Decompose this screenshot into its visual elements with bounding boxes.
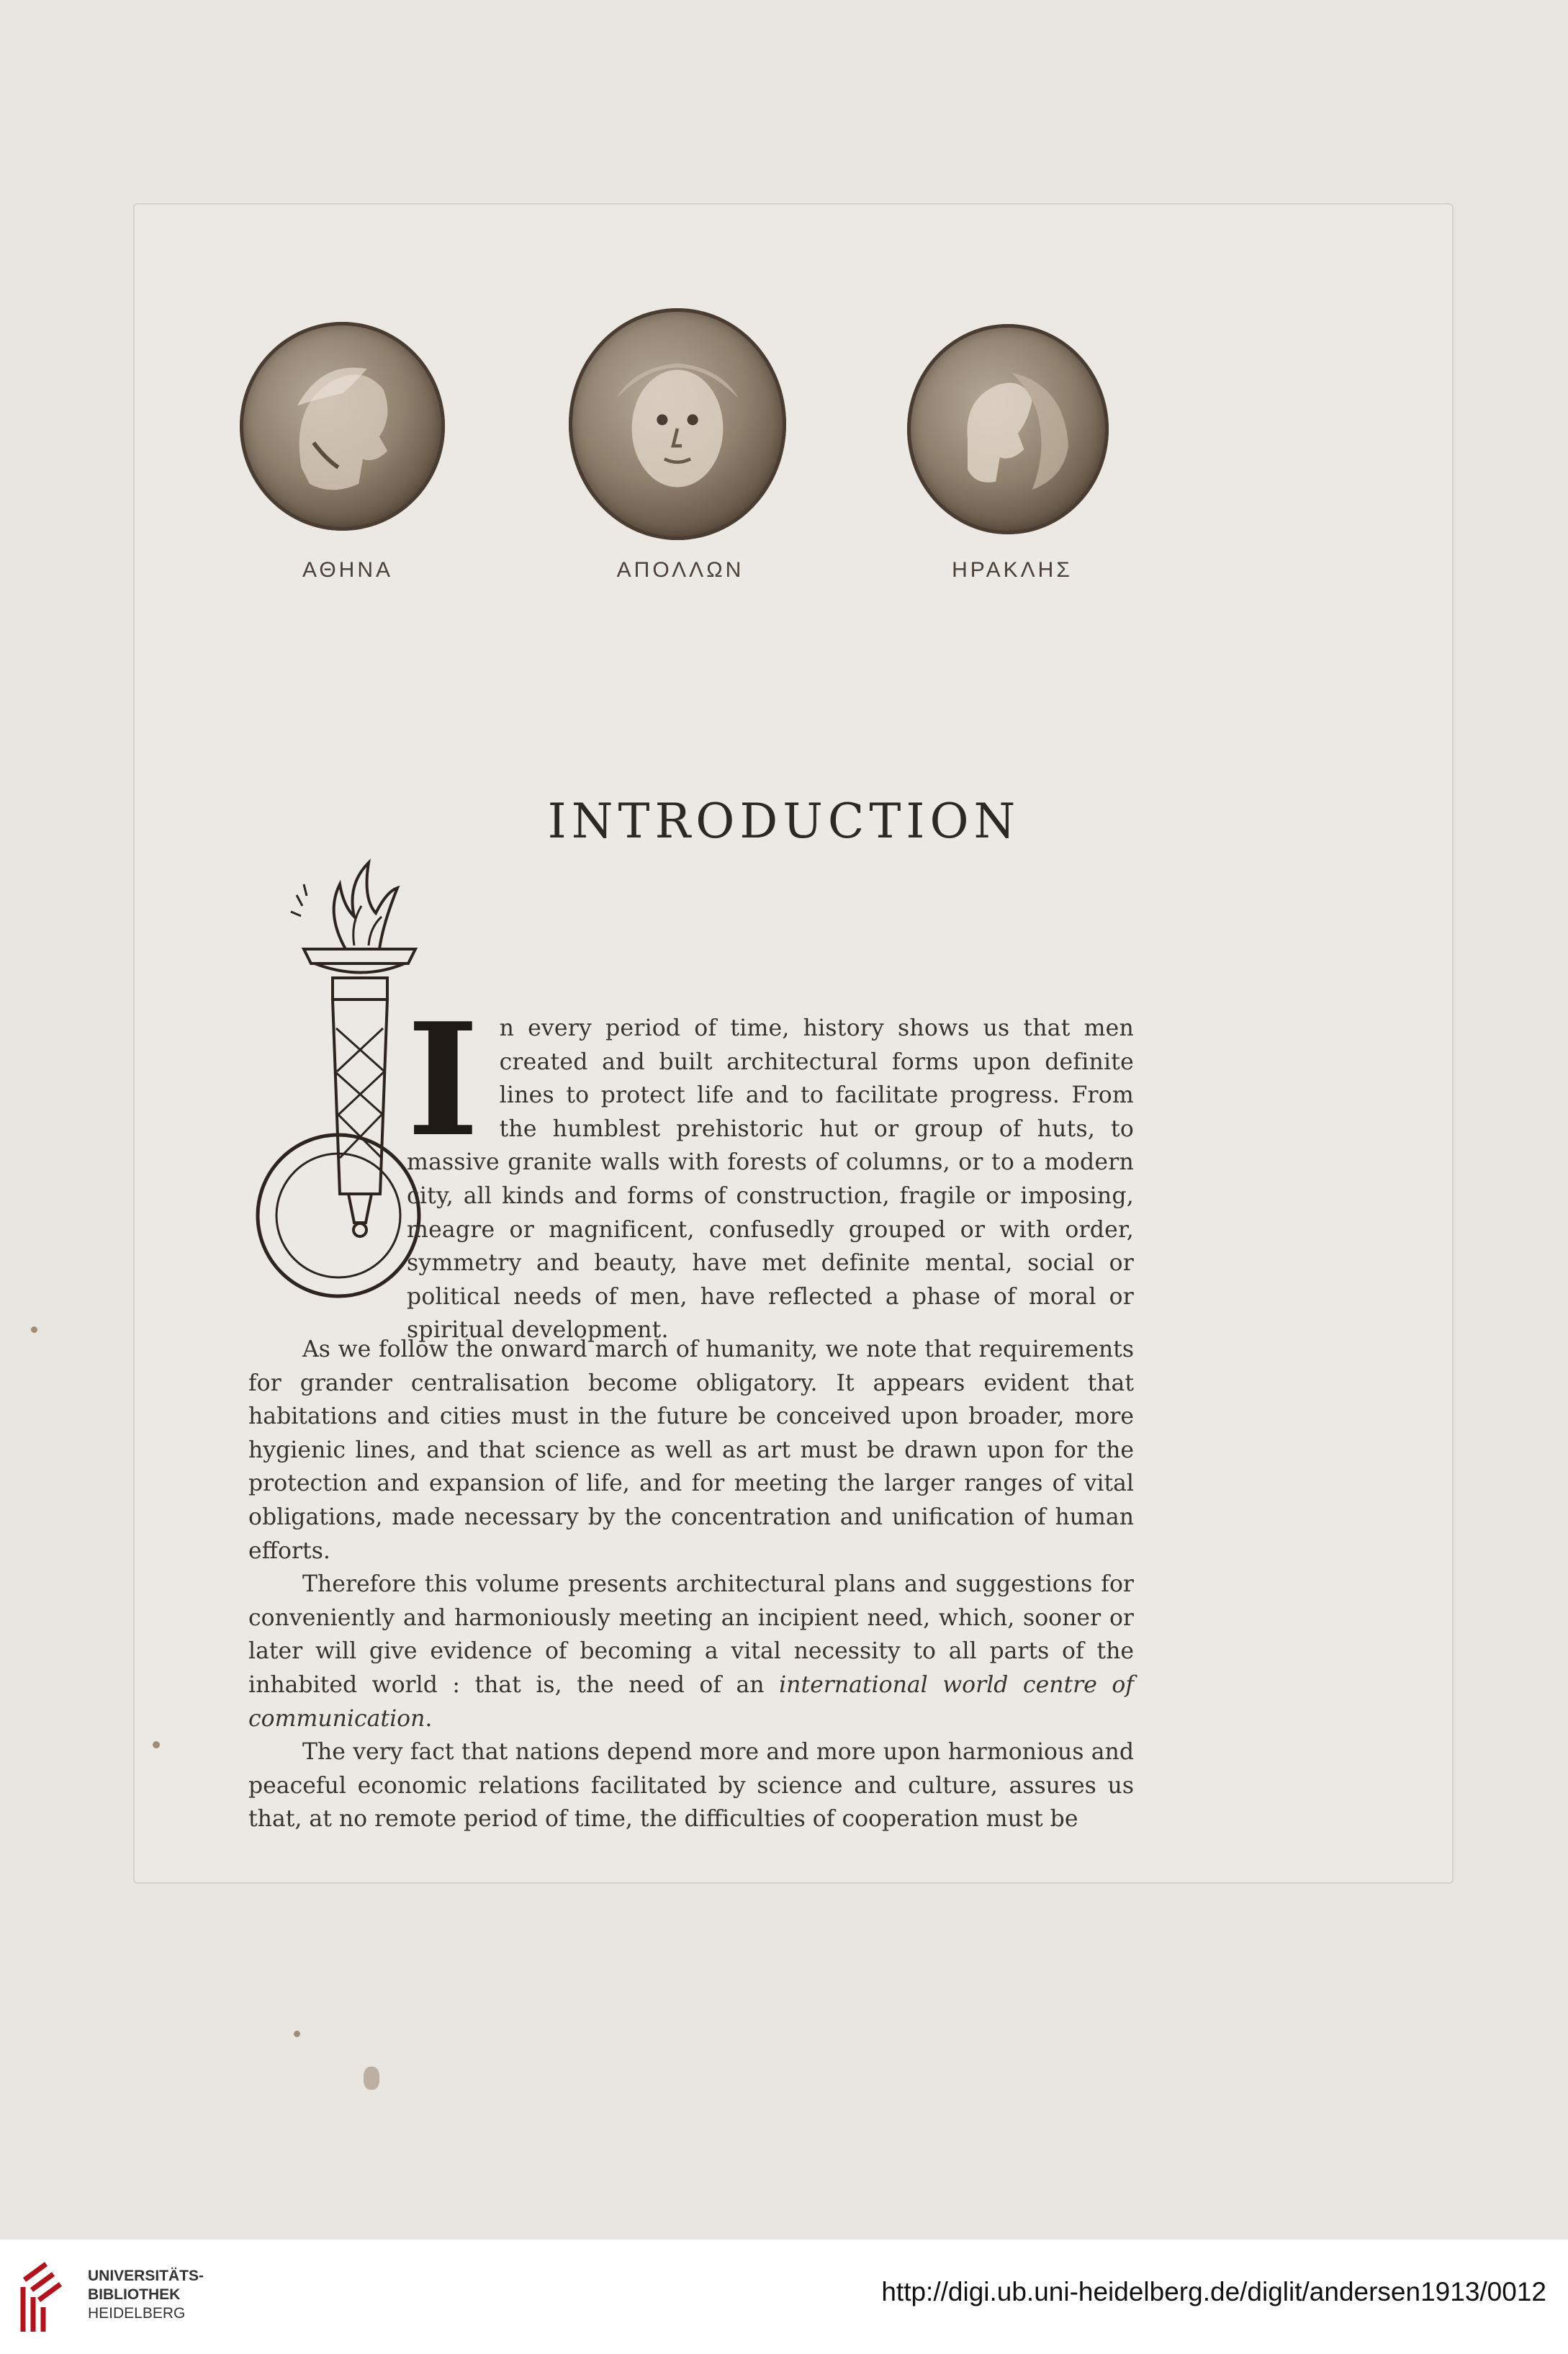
drop-cap: I	[407, 989, 479, 1171]
library-name	[88, 2267, 204, 2323]
coin-legend-apollo: ΑΠΟΛΛΩΝ	[616, 558, 744, 582]
paragraph-2: As we follow the onward march of humanity, we note that requirements for grander centralisation become obligatory. It appears evident that habitations and cities must in the future be conceived upon broader, more hygienic lines, and that science as well as art must be drawn upon for the protection and expansion of life, and for meeting the larger ranges of vital obligations, made necessary by the concentration and unification of human efforts.	[248, 1337, 1134, 1564]
library-footer	[0, 2240, 1568, 2354]
athena-coin-image	[240, 322, 445, 531]
paragraph-3-text: Therefore this volume presents architectural plans and suggestions for conveniently and harmoniously meeting an incipient need, which, sooner or later will give evidence of becoming a vital necessity to all parts of the inhabited world : that is, the need of an	[248, 1571, 1134, 1698]
paper-speck	[153, 1741, 160, 1748]
source-url-link[interactable]: http://digi.ub.uni-heidelberg.de/diglit/andersen1913/0012	[881, 2277, 1546, 2306]
coin-legend-herakles: ΗΡΑΚΛΗΣ	[952, 558, 1073, 582]
apollo-coin-image	[569, 308, 786, 540]
first-paragraph-block	[407, 989, 1134, 1347]
paper-speck	[364, 2067, 379, 2090]
coin-legend-athena: ΑΘΗΝΑ	[302, 558, 394, 582]
library-name-line-3: HEIDELBERG	[88, 2305, 186, 2322]
library-logo-icon	[17, 2258, 72, 2337]
paper-speck	[294, 2031, 300, 2037]
herakles-coin-image	[907, 324, 1109, 534]
paper-speck	[31, 1326, 37, 1333]
library-name-line-2: BIBLIOTHEK	[88, 2286, 181, 2303]
paragraph-3-emphasis: international world centre of communication	[248, 1671, 1134, 1732]
page-title: INTRODUCTION	[547, 794, 1021, 849]
paragraph-3-end: .	[425, 1705, 433, 1732]
paragraph-4: The very fact that nations depend more and more upon harmonious and peaceful economic relations facilitated by science and culture, assures us that, at no remote period of time, the difficulties of cooperation must be	[248, 1739, 1134, 1833]
first-paragraph-text: n every period of time, history shows us that men created and built architectural forms upon definite lines to protect life and to facilitate progress. From the humblest prehistoric hut or group of huts, to massive granite walls with forests of columns, or to a modern city, all kinds and forms of construction, fragile or imposing, meagre or magnificent, confusedly grouped or with order, symmetry and beauty, have met definite mental, social or political needs of men, have reflected a phase of moral or spiritual development.	[407, 1015, 1134, 1344]
first-paragraph	[407, 989, 1134, 1347]
paragraph-3	[248, 1568, 1134, 1735]
body-text	[248, 1333, 1134, 1836]
library-name-line-1: UNIVERSITÄTS-	[88, 2268, 204, 2284]
